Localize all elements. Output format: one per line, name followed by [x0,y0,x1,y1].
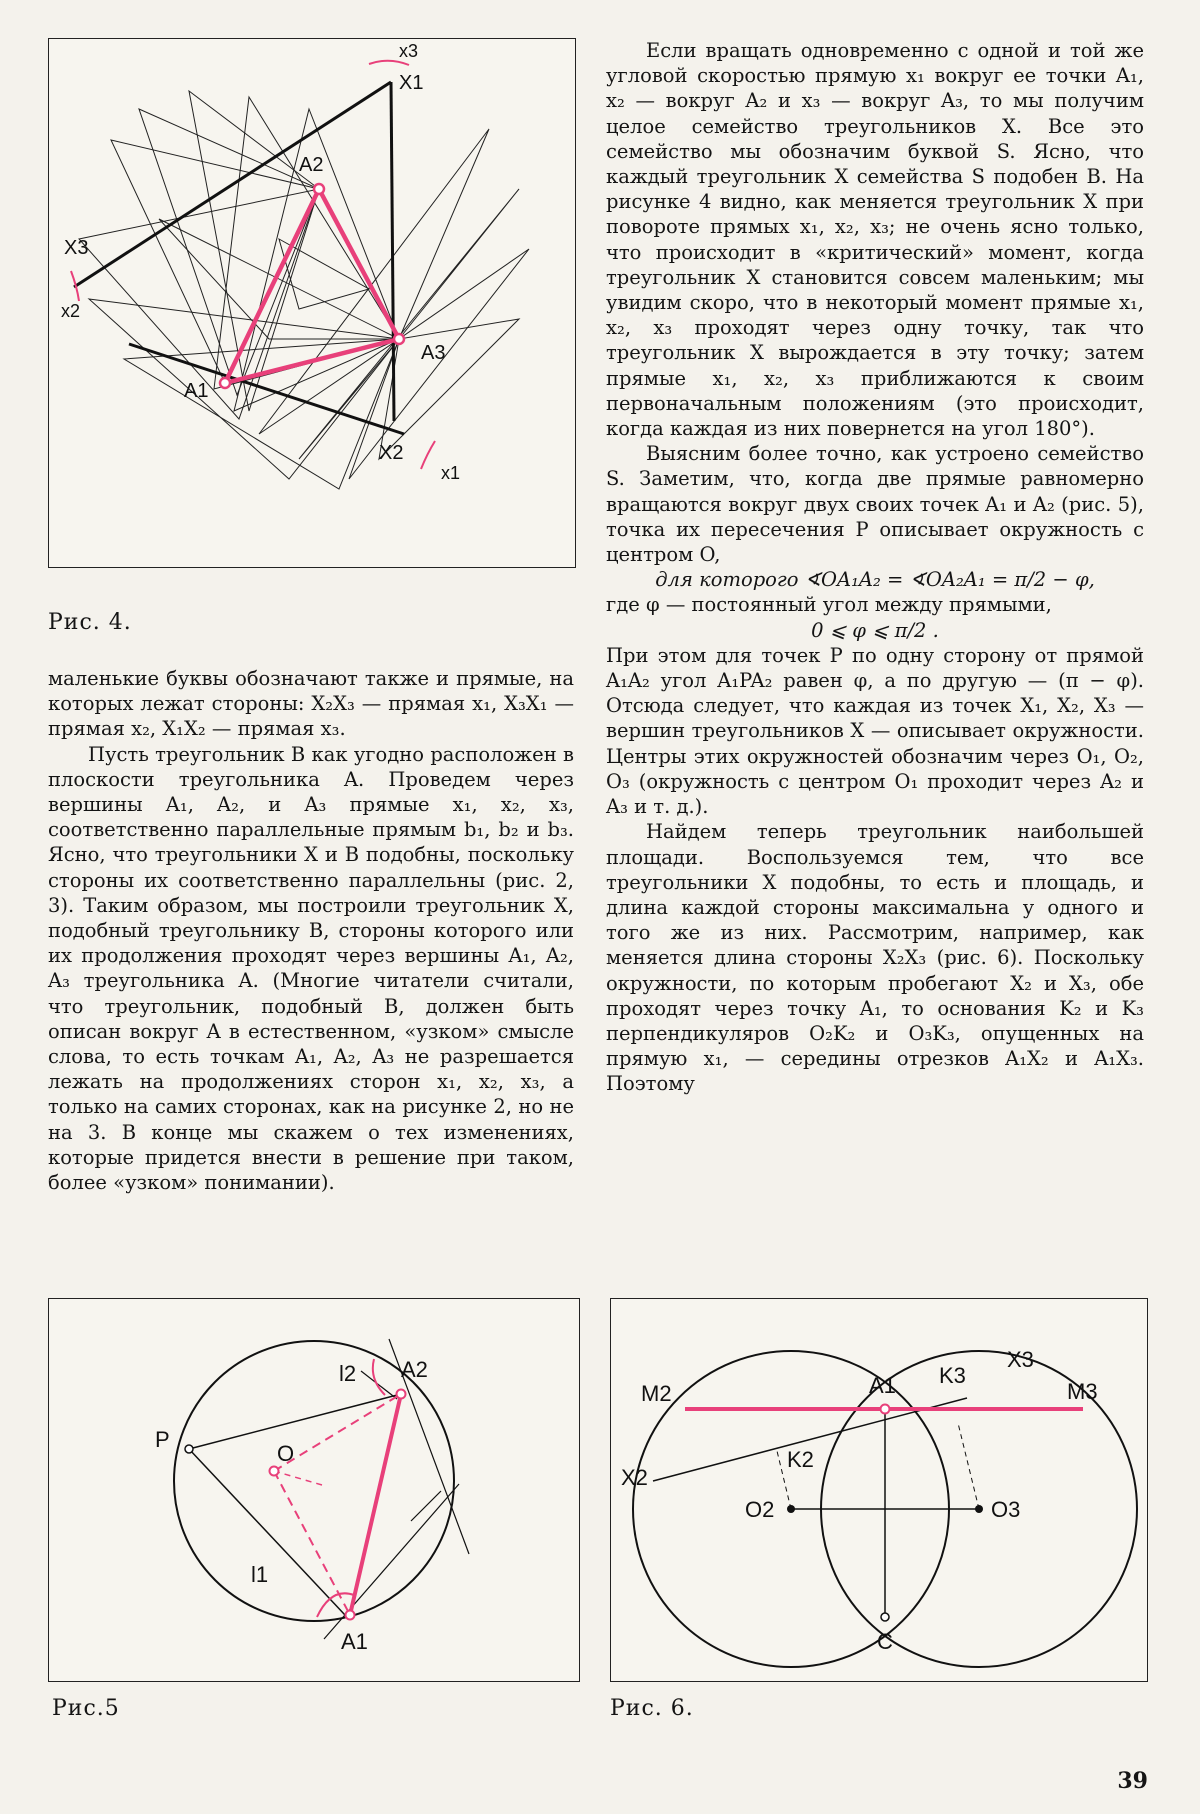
page-number: 39 [1117,1768,1148,1794]
label-C: C [877,1629,893,1654]
dashed-O-perpendicular [274,1471,322,1485]
circle-P-locus [174,1341,454,1621]
label-X1: X1 [399,72,424,94]
figure-4 [48,38,576,568]
figure-5-drawing [49,1299,579,1681]
vertex-A2-marker [314,184,324,194]
label-A1: A1 [184,380,209,402]
label-O3: O3 [991,1497,1021,1522]
label-x1: x1 [441,463,461,483]
left-paragraph-1: маленькие буквы обозначают также и прямые, на которых лежат стороны: X₂X₃ — прямая x₁, X₃X₁ — прямая x₂, X₁X₂ — прямая x₃. [48,667,574,741]
label-K3: K3 [939,1363,966,1388]
label-x2: x2 [61,301,81,321]
line-A2-upper [361,1371,397,1399]
figure-4-drawing [49,39,575,567]
right-paragraph-1: Если вращать одновременно с одной и той же угловой скоростью прямую x₁ вокруг ее точки A₁, x₂ — вокруг A₂ и x₃ — вокруг A₃, то мы получим целое семейство треугольников X. Все это семейство мы обозначим буквой S. Ясно, что каждый треугольник X семейства S подобен B. На рисунке 4 видно, как меняется треугольник X при повороте прямых x₁, x₂, x₃; не очень ясно только, что происходит в «критический» момент, когда треугольник X становится совсем маленьким; мы увидим скоро, что в некоторый момент прямые x₁, x₂, x₃ проходят через одну точку, так что треугольник X вырождается в эту точку; затем прямые x₁, x₂, x₃ приближаются к своим первоначальным положениям (это происходит, когда каждая из них повернется на угол 180°). [606,39,1144,441]
vertex-A1-marker [220,378,230,388]
figure-6-caption: Рис. 6. [610,1696,694,1721]
point-A1 [346,1611,355,1620]
label-O2: O2 [745,1497,775,1522]
label-A1: A1 [341,1629,368,1654]
perp-O3-K3 [958,1423,979,1509]
line-l2 [189,1394,401,1449]
figure-6 [610,1298,1148,1682]
label-M2: M2 [641,1381,672,1406]
line-short-right [411,1491,441,1521]
right-paragraph-5: Найдем теперь треугольник наибольшей площади. Воспользуемся тем, что все треугольники X подобны, то есть и площадь, и длина каждой стороны максимальна у одного и того же из них. Рассмотрим, например, как меняется длина стороны X₂X₃ (рис. 6). Поскольку окружности, по которым пробегают X₂ и X₃, обе проходят через точку A₁, то основания K₂ и K₃ перпендикуляров O₂K₂ и O₃K₃, опущенных на прямую x₁, — середины отрезков A₁X₂ и A₁X₃. Поэтому [606,820,1144,1096]
point-C [881,1613,889,1621]
formula-phi-range: 0 ⩽ φ ⩽ π/2 . [811,618,939,642]
label-A3: A3 [421,342,446,364]
label-X3: X3 [64,237,89,259]
label-X2: X2 [621,1465,648,1490]
left-paragraph-2: Пусть треугольник B как угодно расположен в плоскости треугольника A. Проведем через вершины A₁, A₂, и A₃ прямые x₁, x₂, x₃, соответственно параллельные прямым b₁, b₂ и b₃. Ясно, что треугольники X и B подобны, поскольку стороны их соответственно параллельны (рис. 2, 3). Таким образом, мы построили треугольник X, подобный треугольнику B, стороны которого или их продолжения проходят через вершины A₁, A₂, A₃ треугольника A. (Многие читатели считали, что треугольник, подобный B, должен быть описан вокруг A в естественном, «узком» смысле слова, то есть точкам A₁, A₂, A₃ не разрешается лежать на продолжениях сторон x₁, x₂, x₃, а только на самих сторонах, как на рисунке 2, но не на 3. В конце мы скажем о тех изменениях, которые придется внести в решение при таком, более «узком» понимании). [48,742,574,1195]
vertex-A3-marker [394,334,404,344]
point-O [270,1467,279,1476]
point-A2 [397,1390,406,1399]
label-A2: A2 [299,154,324,176]
rotation-arrow-x3 [369,61,409,65]
point-P [185,1445,193,1453]
rotation-arrow-A2 [373,1359,385,1395]
line-A1-tangent [324,1484,459,1639]
label-x3: x3 [399,41,419,61]
figure-5-caption: Рис.5 [52,1696,120,1721]
rotating-triangle-family [79,91,529,489]
rotation-arrow-x1 [421,441,435,469]
label-X3: X3 [1007,1347,1034,1372]
right-paragraph-4: При этом для точек P по одну сторону от прямой A₁A₂ угол A₁PA₂ равен φ, а по другую — (π − φ). Отсюда следует, что каждая из точек X₁, X₂, X₃ — вершин треугольников X — описывает окружности. Центры этих окружностей обозначим через O₁, O₂, O₃ (окружность с центром O₁ проходит через A₂ и A₃ и т. д.). [606,643,1144,819]
label-P: P [155,1427,170,1452]
right-paragraph-3: где φ — постоянный угол между прямыми, [606,593,1052,617]
figure-5 [48,1298,580,1682]
label-K2: K2 [787,1447,814,1472]
right-column [606,38,1144,1097]
point-O3 [975,1505,983,1513]
label-l1: l1 [251,1562,269,1587]
segment-A1A2 [350,1394,401,1615]
figure-6-drawing [611,1299,1147,1681]
label-A1: A1 [869,1373,896,1398]
line-l1 [189,1449,345,1615]
right-paragraph-2: Выясним более точно, как устроено семейство S. Заметим, что, когда две прямые равномерно вращаются вокруг двух своих точек A₁ и A₂ (рис. 5), точка их пересечения P описывает окружность с центром O, [606,442,1144,567]
figure-4-caption: Рис. 4. [48,610,132,635]
label-A2: A2 [401,1357,428,1382]
label-M3: M3 [1067,1379,1098,1404]
label-O: O [277,1441,295,1466]
label-X2: X2 [379,442,404,464]
left-column [48,666,574,1195]
label-l2: l2 [339,1361,357,1386]
triangle-A [225,189,399,383]
formula-angle: для которого ∢OA₁A₂ = ∢OA₂A₁ = π/2 − φ, [655,568,1095,592]
point-A1 [881,1405,890,1414]
point-O2 [787,1505,795,1513]
